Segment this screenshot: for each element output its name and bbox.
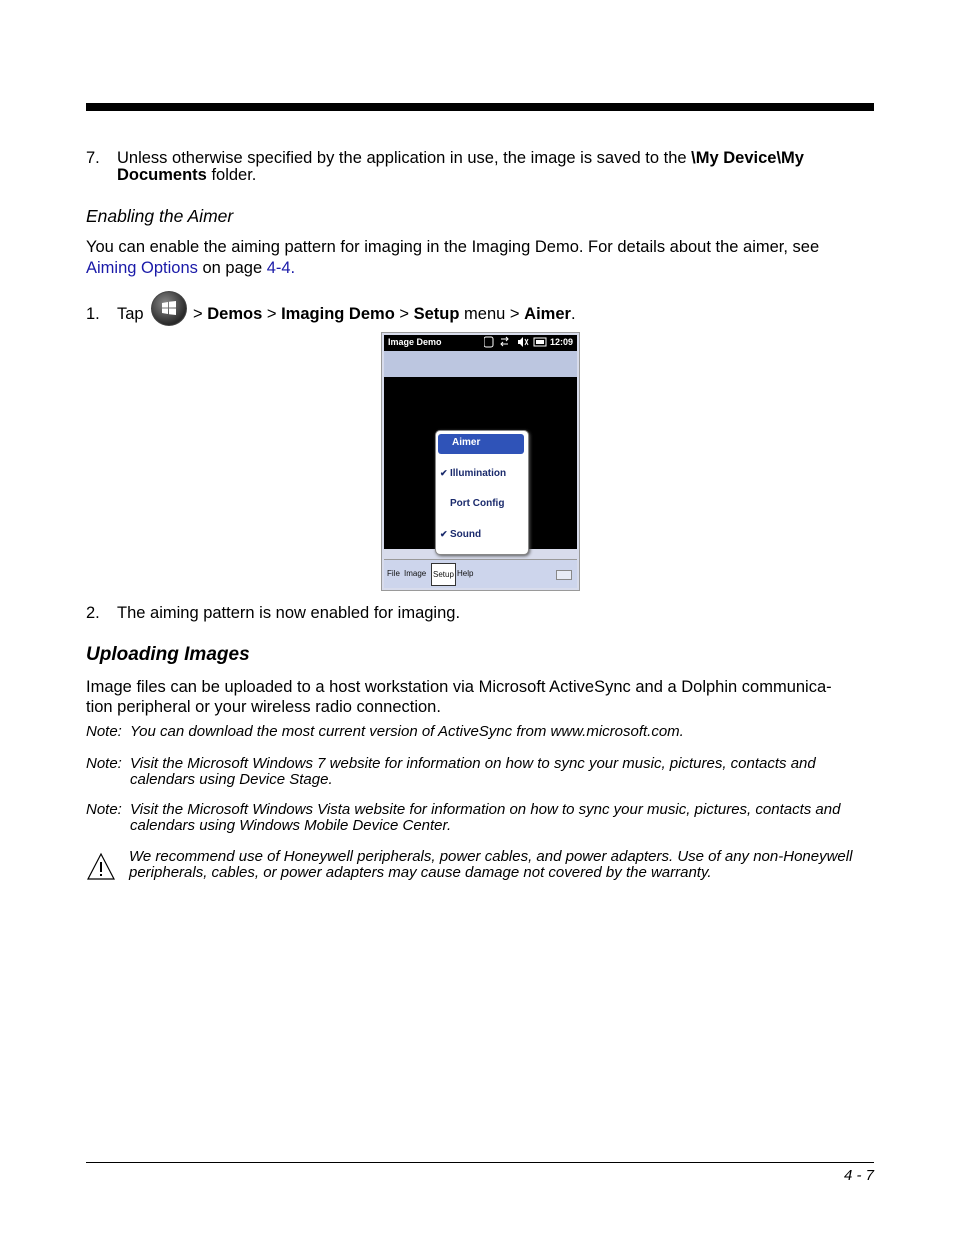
device-screenshot: [381, 332, 580, 591]
warning-line: We recommend use of Honeywell peripherals, power cables, and power adapters. Use of any non-Honeywell: [129, 848, 853, 865]
device-time: 12:09: [550, 337, 574, 347]
separator: >: [509, 305, 520, 323]
windows-start-icon: [151, 291, 187, 326]
note-text: [130, 802, 880, 834]
device-toolbar-band: [384, 351, 577, 377]
note: [86, 724, 886, 740]
warning-line: peripherals, cables, or power adapters may cause damage not covered by the warranty.: [129, 864, 712, 881]
menu-item-illumination[interactable]: [436, 465, 528, 485]
step-7-pre: Unless otherwise specified by the application in use, the image is saved to the: [117, 149, 692, 167]
note: [86, 802, 886, 834]
check-icon: ✔: [440, 529, 448, 539]
uploading-line-1: Image files can be uploaded to a host workstation via Microsoft ActiveSync and a Dolphin communica-: [86, 678, 832, 696]
demos-label: Demos: [207, 305, 263, 323]
aiming-options-link[interactable]: Aiming Options: [86, 259, 198, 277]
menu-label: menu: [464, 305, 506, 323]
period: .: [570, 305, 576, 323]
menu-item-label: Sound: [450, 529, 482, 540]
windows-flag-icon: [161, 300, 177, 316]
note-line: Visit the Microsoft Windows 7 website for information on how to sync your music, pictures, contacts and: [130, 755, 816, 772]
menu-item-sound[interactable]: [436, 526, 528, 546]
menubar-help[interactable]: Help: [457, 569, 474, 578]
setup-menu: [435, 430, 529, 555]
separator: >: [266, 305, 277, 323]
step-number: 7.: [86, 149, 100, 167]
path-bold-1: \My Device\My: [691, 149, 804, 167]
note-line: Visit the Microsoft Windows Vista website for information on how to sync your music, pictures, contacts and: [130, 801, 841, 818]
note-label: Note:: [86, 723, 122, 740]
setup-label: Setup: [413, 305, 460, 323]
device-title: Image Demo: [388, 337, 442, 347]
warning-icon: [86, 852, 116, 882]
warning-text: [129, 849, 889, 881]
page-number: 4 - 7: [843, 1167, 874, 1184]
separator: >: [193, 305, 203, 323]
device-title-bar: [384, 335, 577, 351]
menu-item-aimer[interactable]: [438, 434, 524, 454]
tap-label: Tap: [117, 305, 144, 323]
menubar-image[interactable]: Image: [404, 569, 427, 578]
aimer-body-1: You can enable the aiming pattern for imaging in the Imaging Demo. For details about the aimer, see: [86, 238, 820, 256]
menubar-setup[interactable]: Setup: [431, 563, 456, 586]
section-subheading: Enabling the Aimer: [86, 206, 234, 226]
page-4-4-link[interactable]: 4-4.: [266, 259, 296, 277]
menu-item-label: Aimer: [452, 437, 481, 448]
menu-item-label: Port Config: [450, 498, 505, 509]
uploading-line-2: tion peripheral or your wireless radio connection.: [86, 698, 441, 716]
step-1-path: [193, 305, 576, 324]
check-icon: ✔: [440, 468, 448, 478]
menu-item-label: Illumination: [450, 468, 507, 479]
note-line: You can download the most current version of ActiveSync from www.microsoft.com.: [130, 723, 684, 740]
note-line: calendars using Device Stage.: [130, 771, 333, 788]
note: [86, 756, 886, 788]
menubar-file[interactable]: File: [387, 569, 400, 578]
separator: >: [399, 305, 410, 323]
note-label: Note:: [86, 755, 122, 772]
device-menu-bar: [384, 559, 577, 588]
step-7-text: [117, 150, 877, 184]
note-text: [130, 756, 880, 788]
note-line: calendars using Windows Mobile Device Center.: [130, 817, 452, 834]
aimer-paragraph: [86, 237, 876, 279]
footer-rule: [86, 1162, 874, 1163]
step-number: 2.: [86, 604, 100, 622]
step-2-text: The aiming pattern is now enabled for imaging.: [117, 604, 461, 622]
uploading-paragraph: [86, 677, 876, 717]
note-text: [130, 724, 880, 740]
path-bold-2: Documents: [117, 166, 207, 184]
imaging-demo-label: Imaging Demo: [281, 305, 395, 323]
step-number: 1.: [86, 305, 100, 323]
menu-item-port-config[interactable]: [436, 495, 528, 515]
keyboard-icon[interactable]: [556, 570, 572, 580]
status-icons: [484, 336, 548, 350]
header-rule: [86, 103, 874, 111]
status-icons-svg: [484, 336, 548, 348]
aimer-body-2: on page: [197, 259, 267, 277]
section-heading: Uploading Images: [86, 644, 250, 665]
aimer-label: Aimer: [524, 305, 571, 323]
step-7-post: folder.: [206, 166, 257, 184]
note-label: Note:: [86, 801, 122, 818]
